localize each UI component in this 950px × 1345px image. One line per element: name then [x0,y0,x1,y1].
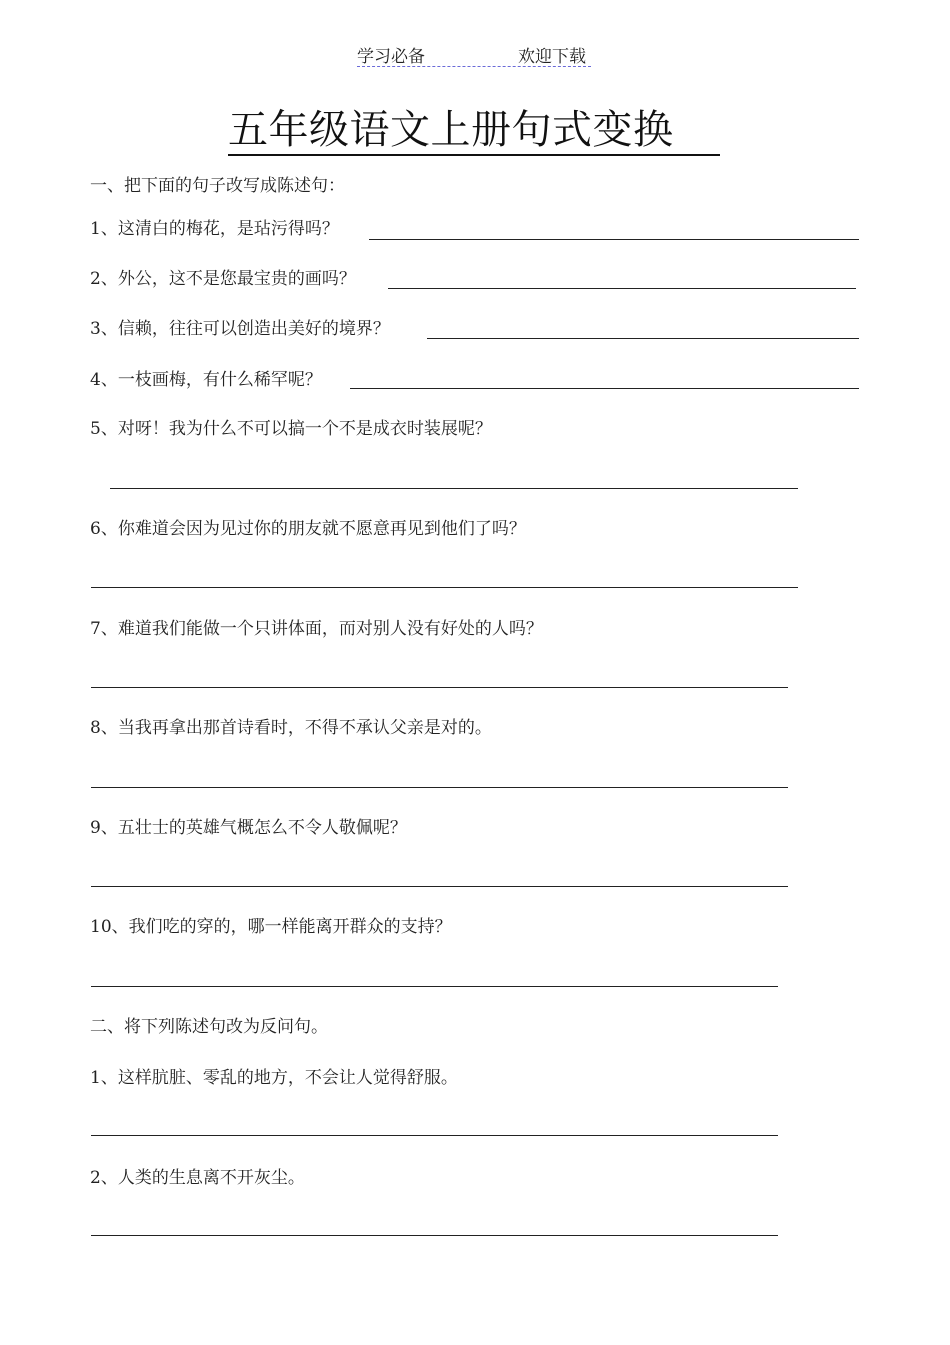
answer-line-1-8 [91,787,788,788]
answer-line-2-2 [91,1235,778,1236]
answer-line-1-6 [91,587,798,588]
answer-line-1-1 [369,239,859,240]
section1-heading: 一、把下面的句子改写成陈述句： [90,176,345,196]
answer-line-1-4 [350,388,859,389]
answer-line-1-9 [91,886,788,887]
question-1-6: 6、你难道会因为见过你的朋友就不愿意再见到他们了吗？ [90,519,526,539]
question-1-7: 7、难道我们能做一个只讲体面，而对别人没有好处的人吗？ [90,619,543,639]
question-1-5: 5、对呀！我为什么不可以搞一个不是成衣时装展呢？ [90,419,492,439]
page-header [357,40,591,67]
answer-line-2-1 [91,1135,778,1136]
answer-line-1-2 [388,288,856,289]
answer-line-1-10 [91,986,778,987]
answer-line-1-5 [110,488,798,489]
question-1-10: 10、我们吃的穿的，哪一样能离开群众的支持？ [90,917,452,937]
question-1-3: 3、信赖，往往可以创造出美好的境界？ [90,319,390,339]
question-1-4: 4、一枝画梅，有什么稀罕呢？ [90,370,322,390]
section2-heading: 二、将下列陈述句改为反问句。 [90,1017,328,1037]
question-1-8: 8、当我再拿出那首诗看时，不得不承认父亲是对的。 [90,718,492,738]
question-2-1: 1、这样肮脏、零乱的地方，不会让人觉得舒服。 [90,1068,458,1088]
header-left-text: 学习必备 [357,47,425,67]
question-1-1: 1、这清白的梅花，是玷污得吗？ [90,219,339,239]
answer-line-1-3 [427,338,859,339]
question-1-9: 9、五壮士的英雄气概怎么不令人敬佩呢？ [90,818,407,838]
question-1-2: 2、外公，这不是您最宝贵的画吗？ [90,269,356,289]
page-title: 五年级语文上册句式变换 [228,106,720,156]
header-right-text: 欢迎下载 [518,47,586,67]
question-2-2: 2、人类的生息离不开灰尘。 [90,1168,305,1188]
answer-line-1-7 [91,687,788,688]
